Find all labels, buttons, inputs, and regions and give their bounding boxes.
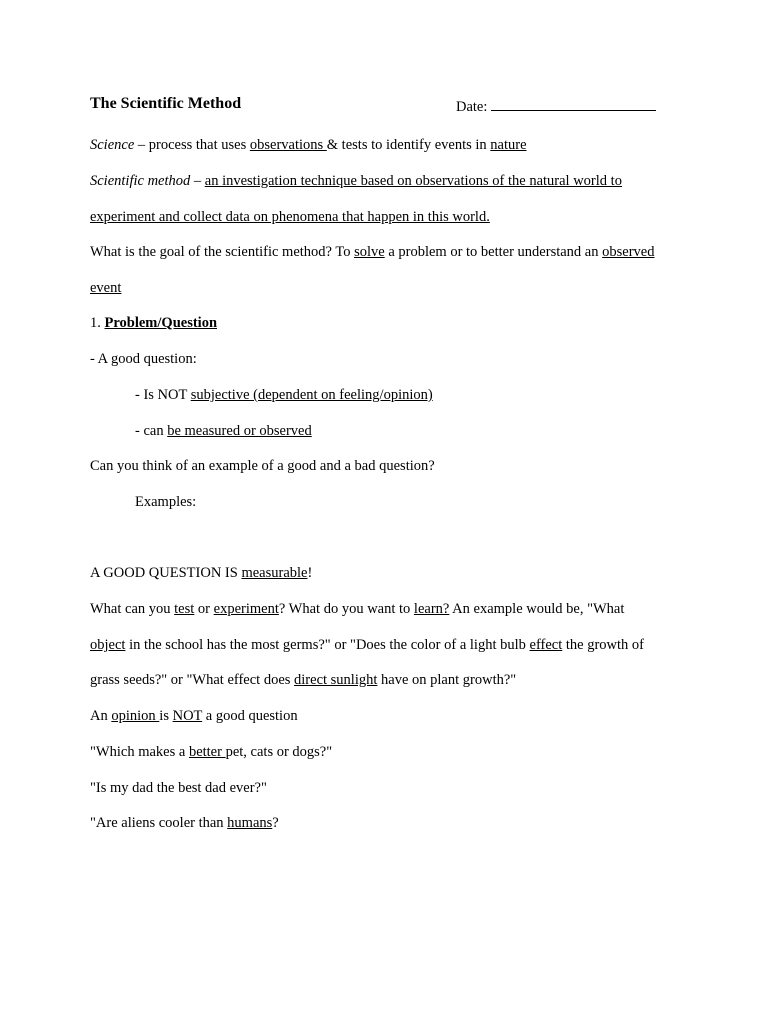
bad-question-underline: better [188,744,226,760]
bad-question-underline: humans [227,815,273,831]
opinion-text: a good question [202,708,298,724]
criteria-text-2: - can [135,423,168,439]
criteria-underline-2: be measured or observed [167,423,312,439]
method-underline-2: experiment and collect data on phenomena that happen in this world. [90,209,490,225]
section-number: 1. [90,315,105,331]
method-dash: – [190,173,205,189]
measurable-statement [90,564,312,582]
section-heading [90,314,217,332]
measurable-text-2: ! [307,565,313,581]
opinion-text: is [159,708,173,724]
science-text-2: & tests to identify events in [326,137,491,153]
method-term: Scientific method [90,173,191,189]
date-label: Date: [456,99,488,115]
method-definition-line-1 [90,172,622,190]
paragraph-line-1 [90,600,624,618]
date-blank-line [491,96,656,111]
goal-line-2 [90,279,121,297]
opinion-text: An [90,708,112,724]
paragraph-line-3 [90,671,516,689]
science-underline-1: observations [249,137,327,153]
science-text-1: – process that uses [134,137,250,153]
science-term: Science [90,137,135,153]
para-underline-learn: learn? [413,601,450,617]
method-underline-1: an investigation technique based on observations of the natural world to [204,173,622,189]
bad-question-text: "Are aliens cooler than [90,815,228,831]
opinion-underline: opinion [111,708,160,724]
goal-underline-solve: solve [354,244,385,260]
section-title: Problem/Question [104,315,218,331]
bad-question-2: "Is my dad the best dad ever?" [90,780,267,796]
para-underline-object: object [90,637,126,653]
goal-underline-observed: observed [602,244,655,260]
para-text: or [194,601,214,617]
bad-question-3 [90,814,279,832]
date-field [456,96,656,116]
para-underline-test: test [174,601,195,617]
opinion-statement [90,707,298,725]
bad-question-1 [90,743,332,761]
measurable-text-1: A GOOD QUESTION IS [90,565,242,581]
paragraph-line-2 [90,636,644,654]
goal-underline-event: event [90,280,122,296]
method-definition-line-2 [90,208,490,226]
para-underline-sunlight: direct sunlight [294,672,378,688]
para-text: the growth of [562,637,644,653]
para-text: grass seeds?" or "What effect does [90,672,295,688]
goal-text-2: a problem or to better understand an [384,244,603,260]
bad-question-text: pet, cats or dogs?" [225,744,333,760]
para-text: An example would be, "What [449,601,625,617]
criteria-text-1: - Is NOT [135,387,191,403]
criteria-item-subjective [135,386,433,404]
criteria-underline-1: subjective (dependent on feeling/opinion) [190,387,433,403]
para-text: ? What do you want to [278,601,414,617]
examples-label: Examples: [135,494,197,510]
criteria-item-measured [135,422,312,440]
para-underline-experiment: experiment [213,601,279,617]
page-title: The Scientific Method [90,95,242,112]
opinion-underline-not: NOT [172,708,203,724]
science-underline-2: nature [490,137,527,153]
bad-question-text: "Which makes a [90,744,189,760]
good-question-intro: - A good question: [90,351,197,367]
goal-line-1 [90,243,654,261]
example-prompt: Can you think of an example of a good and a bad question? [90,458,435,474]
goal-text-1: What is the goal of the scientific method? To [90,244,355,260]
para-text: have on plant growth?" [377,672,517,688]
science-definition [90,136,527,154]
para-text: in the school has the most germs?" or "Does the color of a light bulb [125,637,530,653]
bad-question-text: ? [272,815,279,831]
para-underline-effect: effect [529,637,563,653]
para-text: What can you [90,601,175,617]
measurable-underline: measurable [241,565,308,581]
